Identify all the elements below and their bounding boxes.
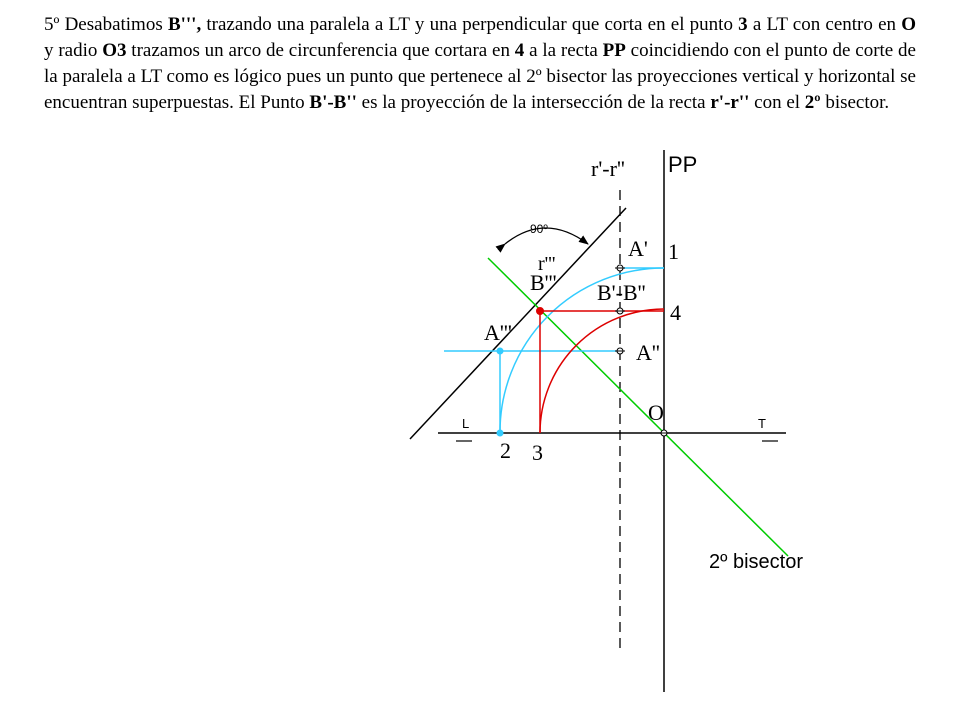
label-o: O — [648, 400, 664, 425]
text-part: a LT con centro en — [747, 14, 902, 35]
text-bold: O3 — [102, 40, 127, 61]
label-a1: A' — [628, 236, 648, 261]
text-part: y radio — [44, 40, 103, 61]
label-a3: A''' — [484, 320, 512, 345]
text-part: con el — [749, 92, 805, 113]
label-4: 4 — [670, 300, 681, 325]
point-a3-marker — [497, 348, 503, 354]
text-bold: O — [901, 14, 916, 35]
label-90: 90º — [530, 222, 548, 236]
text-part: trazando una paralela a LT y una perpendicular que corta en el punto — [201, 14, 739, 35]
label-1: 1 — [668, 239, 679, 264]
text-part: coincidiendo con el punto de corte de la paralela a LT como es lógico pues un punto que pertenece al 2º bisector las proyecciones vertical y horizontal se encuentran superpuestas. El Punto — [44, 40, 916, 113]
text-part: bisector. — [820, 92, 890, 113]
line-r-triple-prime — [410, 208, 626, 439]
point-bb-marker — [615, 308, 625, 314]
text-bold: PP — [602, 40, 626, 61]
point-a2-marker — [615, 348, 625, 354]
text-bold: 3 — [738, 14, 748, 35]
text-part: es la proyección de la intersección de la recta — [356, 92, 711, 113]
point-a1-marker — [615, 265, 625, 271]
point-o-marker — [659, 430, 669, 436]
label-r-r: r'-r'' — [591, 156, 625, 181]
label-t: T — [758, 416, 766, 431]
text-bold: r'-r'' — [710, 92, 750, 113]
label-3: 3 — [532, 440, 543, 465]
label-pp: PP — [668, 152, 698, 177]
label-2: 2 — [500, 438, 511, 463]
text-bold: B''', — [167, 14, 202, 35]
label-a2: A'' — [636, 340, 660, 365]
text-bold: 4 — [514, 40, 525, 61]
text-part: 5º Desabatimos — [44, 14, 168, 35]
label-b3: B''' — [530, 270, 557, 295]
point-b3-marker — [537, 308, 544, 315]
label-r3: r''' — [538, 253, 556, 275]
label-bisector: 2º bisector — [709, 551, 804, 573]
text-part: trazamos un arco de circunferencia que cortara en — [126, 40, 515, 61]
point-2-marker — [497, 430, 503, 436]
text-bold: B'-B'' — [309, 92, 357, 113]
label-bb: B'-B'' — [597, 280, 646, 305]
text-bold: 2º — [804, 92, 821, 113]
text-part: a la recta — [524, 40, 603, 61]
label-l: L — [462, 416, 470, 431]
